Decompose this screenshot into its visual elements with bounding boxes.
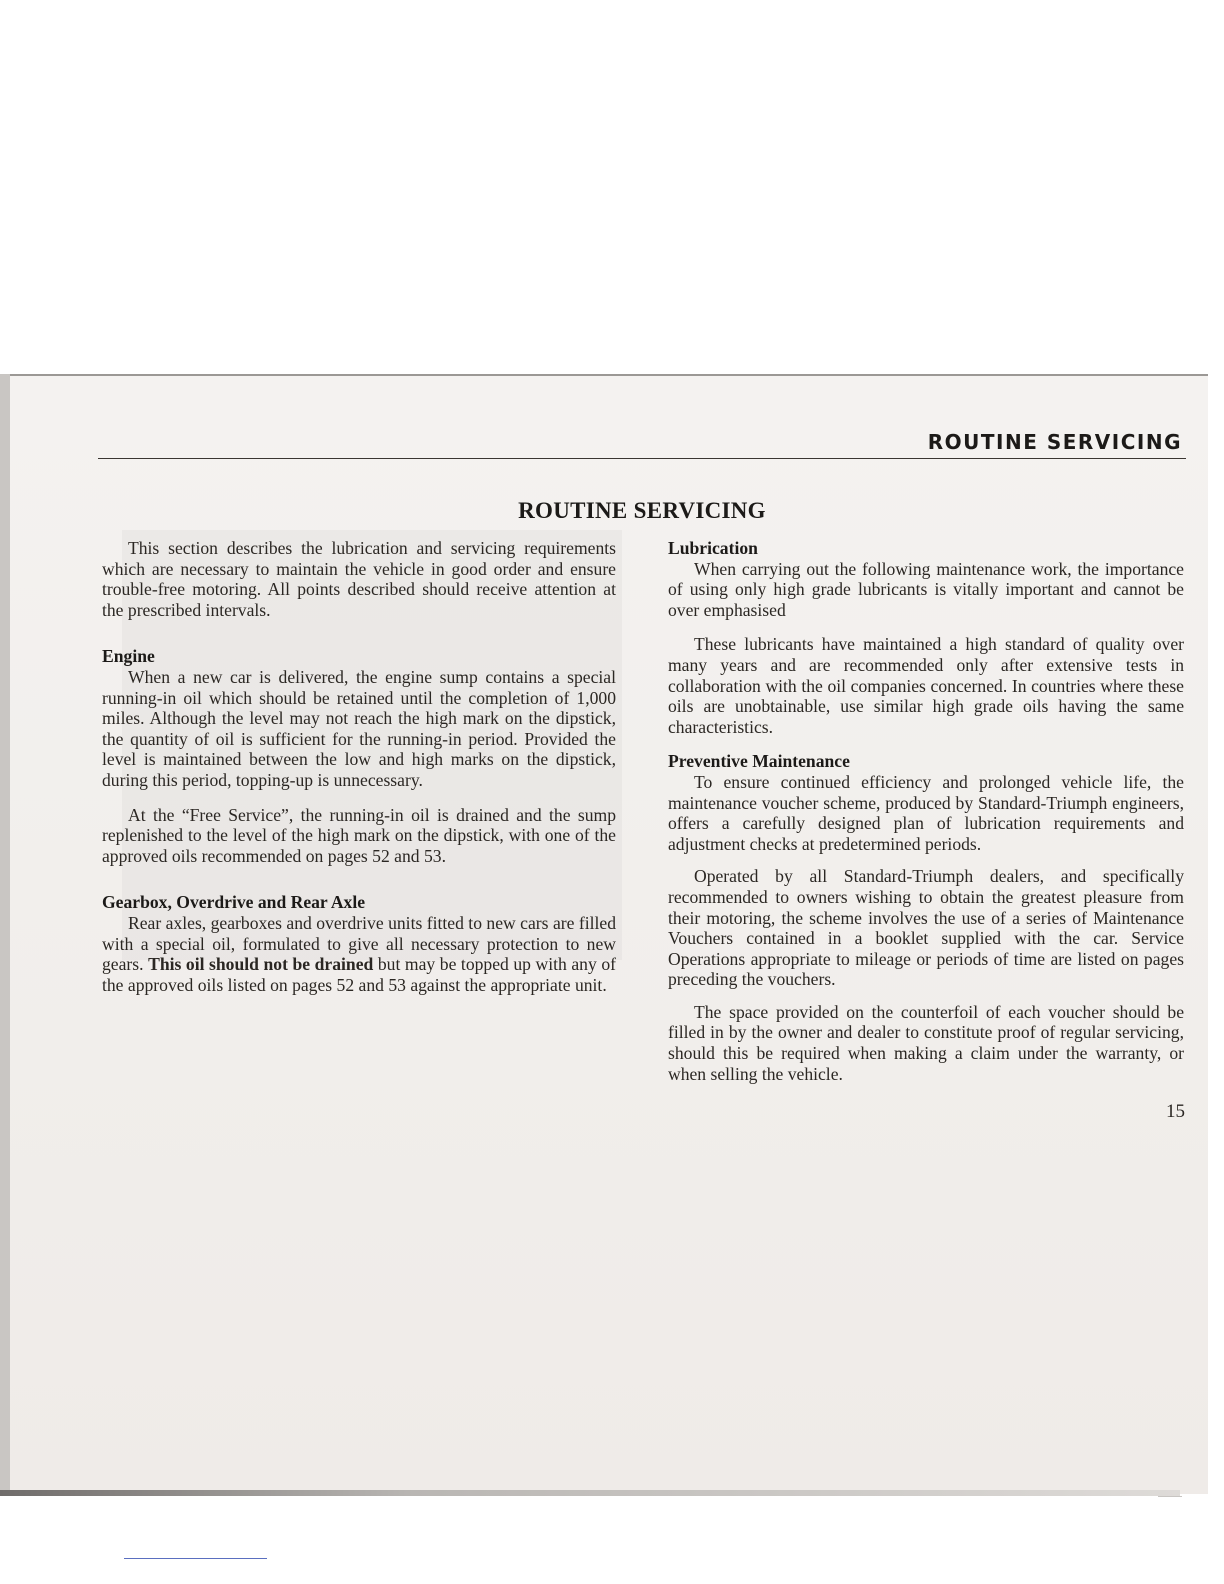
gearbox-heading: Gearbox, Overdrive and Rear Axle xyxy=(102,892,366,913)
engine-paragraph-2: At the “Free Service”, the running-in oil is drained and the sump replenished to the level of the high mark on the dipstick, with one of the approved oils recommended on pages 52 and 53. xyxy=(102,804,616,866)
section-title: ROUTINE SERVICING xyxy=(518,498,766,523)
running-head: ROUTINE SERVICING xyxy=(927,430,1182,454)
right-column xyxy=(668,538,1184,1084)
preventive-maintenance-heading: Preventive Maintenance xyxy=(668,751,850,772)
lubrication-paragraph-1: When carrying out the following maintenance work, the importance of using only high grade lubricants is vitally important and cannot be over emphasised xyxy=(668,558,1184,620)
left-column xyxy=(102,538,616,995)
page-edge-mark xyxy=(1158,1496,1182,1497)
preventive-paragraph-2: Operated by all Standard-Triumph dealers, and specifically recommended to owners wishing to obtain the greatest pleasure from their motoring, the scheme involves the use of a series of Maintenance Vouchers contained in a booklet supplied with the car. Service Operations appropriate to mileage or periods of time are listed on pages preceding the vouchers. xyxy=(668,866,1184,990)
page-top-edge xyxy=(10,374,1208,376)
lubrication-paragraph-2: These lubricants have maintained a high standard of quality over many years and are recommended only after extensive tests in collaboration with the oil companies concerned. In countries where these oils are unobtainable, use similar high grade oils having the same characteristics. xyxy=(668,634,1184,737)
scan-underline-mark xyxy=(124,1558,267,1559)
page-number: 15 xyxy=(1166,1101,1185,1122)
lubrication-heading: Lubrication xyxy=(668,538,758,558)
gearbox-paragraph xyxy=(102,913,616,995)
engine-heading: Engine xyxy=(102,646,155,667)
gearbox-paragraph-end: but may be topped up with any of the approved oils listed on pages 52 and 53 against the appropriate unit. xyxy=(102,954,616,995)
header-rule xyxy=(98,458,1186,459)
preventive-paragraph-3: The space provided on the counterfoil of each voucher should be filled in by the owner and dealer to constitute proof of regular servicing, should this be required when making a claim under the warranty, or when selling the vehicle. xyxy=(668,1001,1184,1084)
page-bottom-edge xyxy=(0,1490,1180,1496)
gearbox-warning: This oil should not be drained xyxy=(148,954,374,975)
engine-paragraph-1: When a new car is delivered, the engine sump contains a special running-in oil which should be retained until the completion of 1,000 miles. Although the level may not reach the high mark on the dipstick, the quantity of oil is sufficient for the running-in period. Provided the level is maintained between the low and high marks on the dipstick, during this period, topping-up is unnecessary. xyxy=(102,666,616,790)
preventive-paragraph-1: To ensure continued efficiency and prolonged vehicle life, the maintenance voucher scheme, produced by Standard-Triumph engineers, offers a carefully designed plan of lubrication requirements and adjustment checks at predetermined periods. xyxy=(668,771,1184,854)
intro-paragraph: This section describes the lubrication and servicing requirements which are necessary to maintain the vehicle in good order and ensure trouble-free motoring. All points described should receive attention at the prescribed intervals. xyxy=(102,538,616,620)
gearbox-paragraph-start: Rear axles, gearboxes and overdrive units fitted to new cars are filled with a special oil, formulated to give all necessary protection to new gears. xyxy=(102,912,616,975)
